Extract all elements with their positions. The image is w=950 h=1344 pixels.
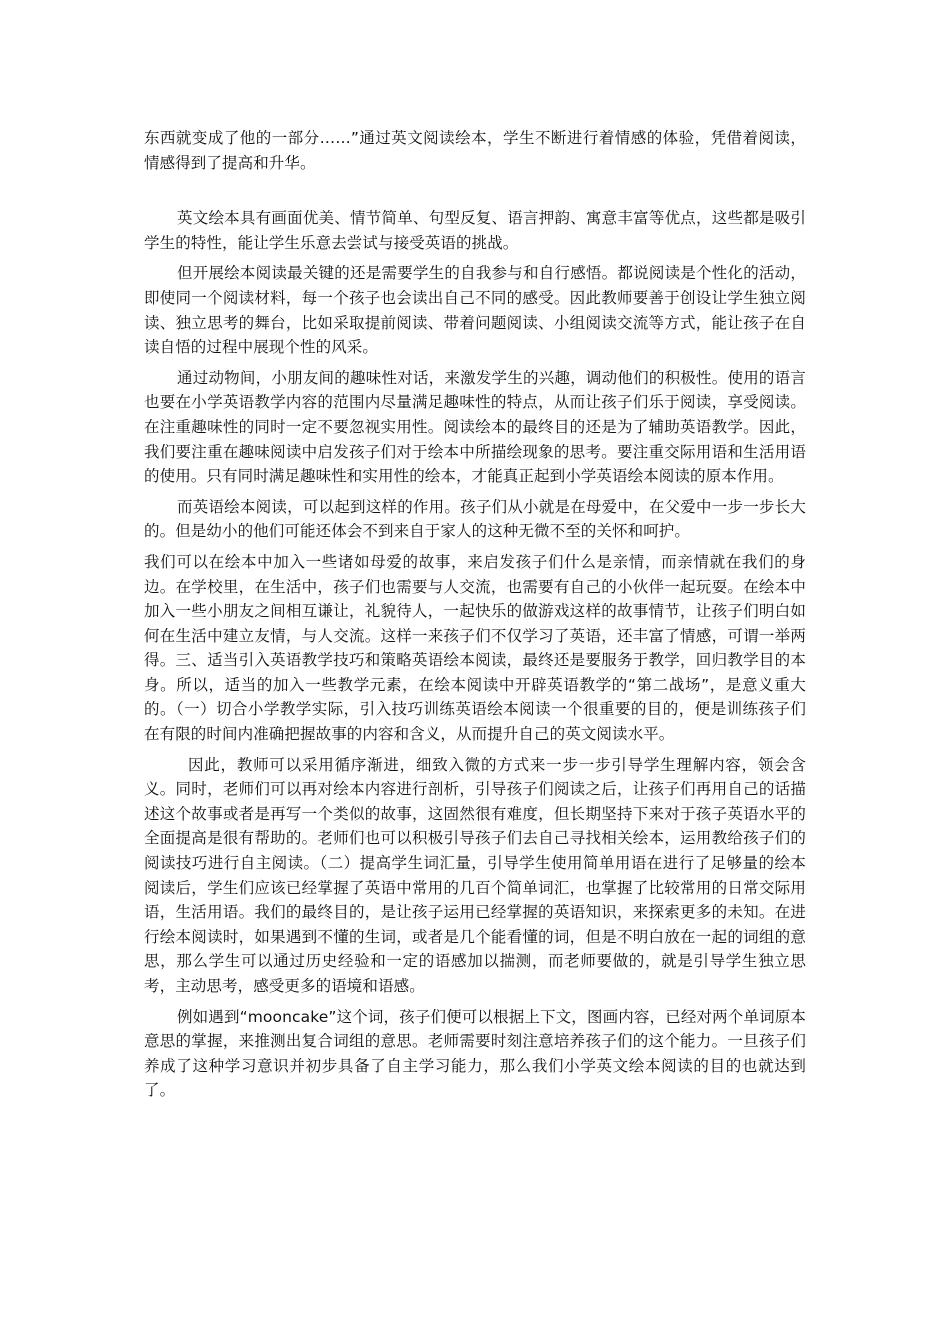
document-page [144,126,806,1103]
paragraph-picture-book-advantages: 英文绘本具有画面优美、情节简单、句型反复、语言押韵、寓意丰富等优点，这些都是吸引学生的特性，能让学生乐意去尝试与接受英语的挑战。 [144,209,806,252]
paragraph-teaching-strategies: 我们可以在绘本中加入一些诸如母爱的故事，来启发孩子们什么是亲情，而亲情就在我们的身边。在学校里，在生活中，孩子们也需要与人交流，也需要有自己的小伙伴一起玩耍。在绘本中加入一些小朋友之间相互谦让，礼貌待人，一起快乐的做游戏这样的故事情节，让孩子们明白如何在生活中建立友情，与人交流。这样一来孩子们不仅学习了英语，还丰富了情感，可谓一举两得。三、适当引入英语教学技巧和策略英语绘本阅读，最终还是要服务于教学，回归教学目的本身。所以，适当的加入一些教学元素，在绘本阅读中开辟英语教学的“第二战场”，是意义重大的。（一）切合小学教学实际，引入技巧训练英语绘本阅读一个很重要的目的，便是训练孩子们在有限的时间内准确把握故事的内容和含义，从而提升自己的英文阅读水平。 [144,552,806,744]
paragraph-mooncake-example: 例如遇到“mooncake”这个词，孩子们便可以根据上下文，图画内容，已经对两个单词原本意思的掌握，来推测出复合词组的意思。老师需要时刻注意培养孩子们的这个能力。一旦孩子们养成了这种学习意识并初步具备了自主学习能力，那么我们小学英文绘本阅读的目的也就达到了。 [144,1007,806,1100]
paragraph-vocabulary: 因此，教师可以采用循序渐进，细致入微的方式来一步一步引导学生理解内容，领会含义。同时，老师们可以再对绘本内容进行剖析，引导孩子们阅读之后，让孩子们再用自己的话描述这个故事或者是再写一个类似的故事，这固然很有难度，但长期坚持下来对于孩子英语水平的全面提高是很有帮助的。老师们也可以积极引导孩子们去自己寻找相关绘本，运用教给孩子们的阅读技巧进行自主阅读。（二）提高学生词汇量，引导学生使用简单用语在进行了足够量的绘本阅读后，学生们应该已经掌握了英语中常用的几百个简单词汇，也掌握了比较常用的日常交际用语，生活用语。我们的最终目的，是让孩子运用已经掌握的英语知识，来探索更多的未知。在进行绘本阅读时，如果遇到不懂的生词，或者是几个能看懂的词，但是不明白放在一起的词组的意思，那么学生可以通过历史经验和一定的语感加以揣测，而老师要做的，就是引导学生独立思考，主动思考，感受更多的语境和语感。 [144,755,806,995]
paragraph-family-love: 而英语绘本阅读，可以起到这样的作用。孩子们从小就是在母爱中，在父爱中一步一步长大的。但是幼小的他们可能还体会不到来自于家人的这种无微不至的关怀和呵护。 [144,497,806,541]
paragraph-interesting-dialogue: 通过动物间，小朋友间的趣味性对话，来激发学生的兴趣，调动他们的积极性。使用的语言也要在小学英语教学内容的范围内尽量满足趣味性的特点，从而让孩子们乐于阅读，享受阅读。在注重趣味性的同时一定不要忽视实用性。阅读绘本的最终目的还是为了辅助英语教学。因此，我们要注重在趣味阅读中启发孩子们对于绘本中所描绘现象的思考。要注重交际用语和生活用语的使用。只有同时满足趣味性和实用性的绘本，才能真正起到小学英语绘本阅读的原本作用。 [144,368,806,486]
paragraph-continuation: 东西就变成了他的一部分……”通过英文阅读绘本，学生不断进行着情感的体验，凭借着阅读，情感得到了提高和升华。 [144,129,806,172]
paragraph-self-participation: 但开展绘本阅读最关键的还是需要学生的自我参与和自行感悟。都说阅读是个性化的活动，即使同一个阅读材料，每一个孩子也会读出自己不同的感受。因此教师要善于创设让学生独立阅读、独立思考的舞台，比如采取提前阅读、带着问题阅读、小组阅读交流等方式，能让孩子在自读自悟的过程中展现个性的风采。 [144,264,806,357]
